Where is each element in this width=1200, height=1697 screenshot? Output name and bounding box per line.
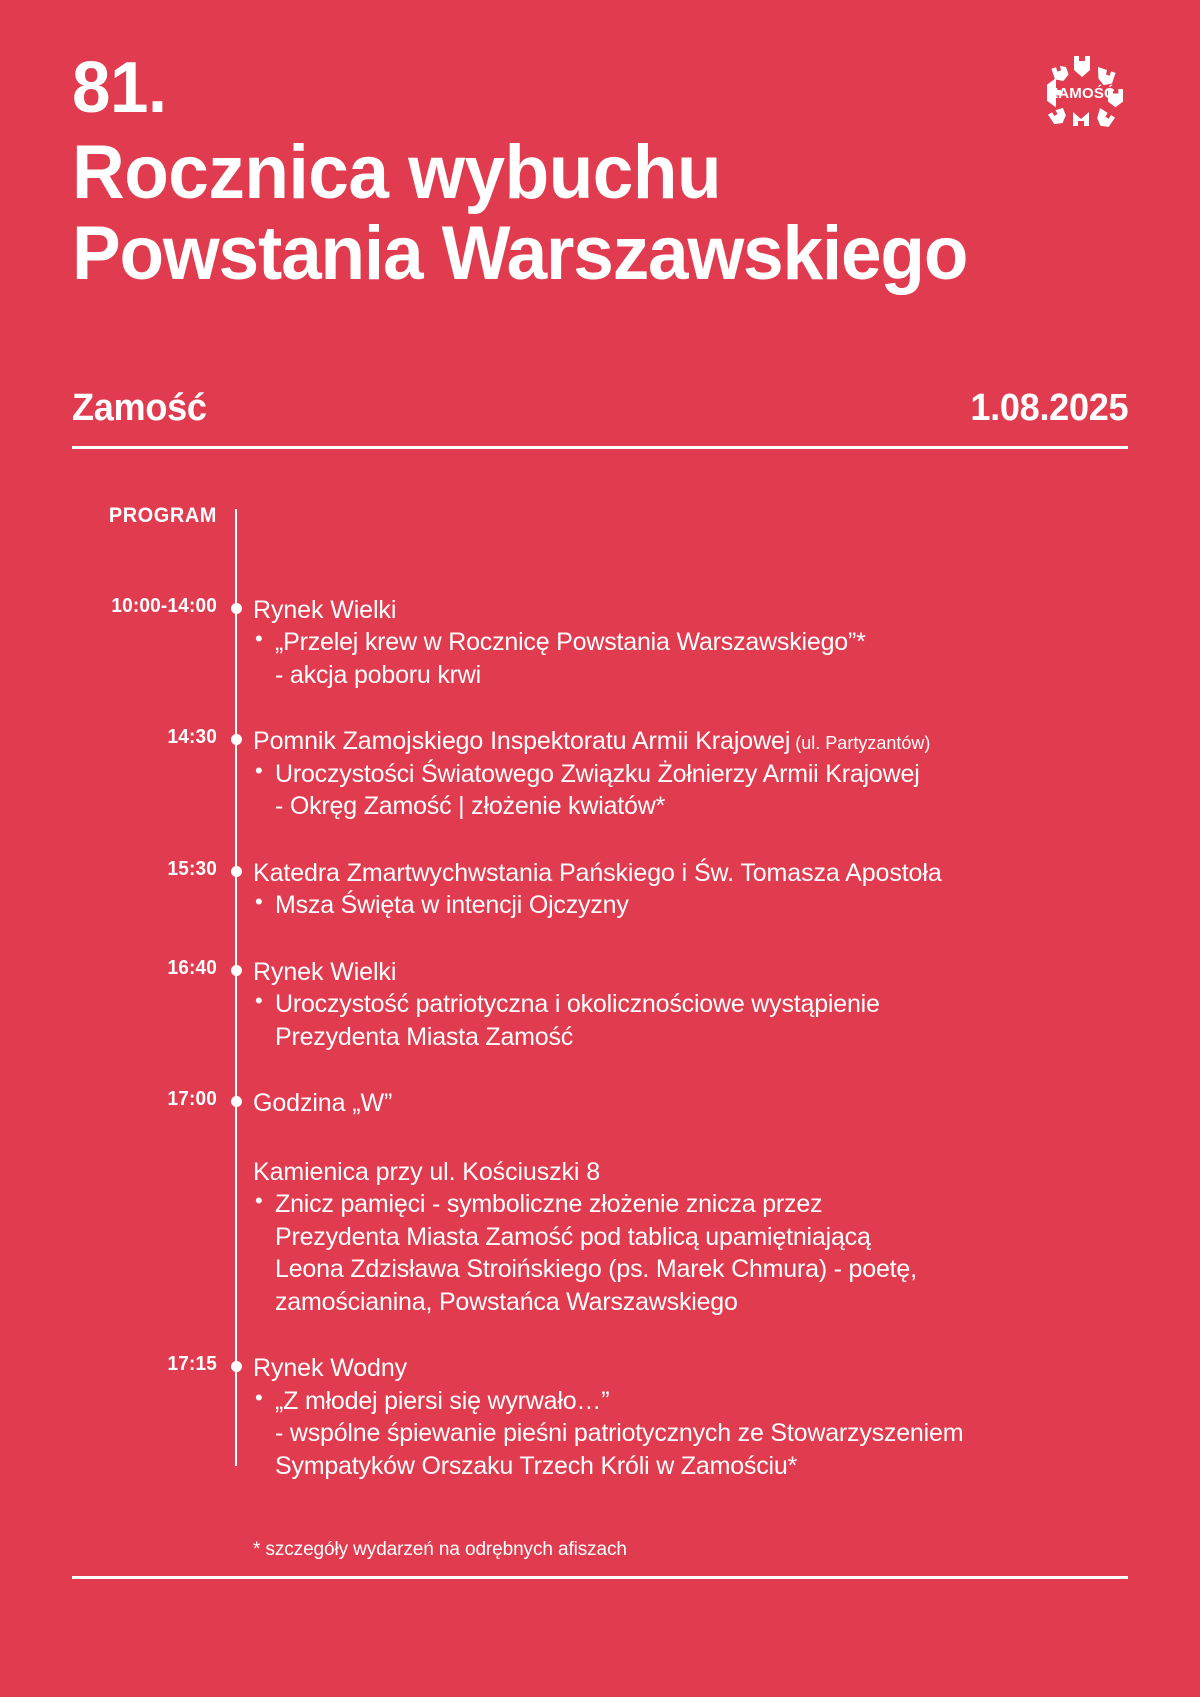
program-label: PROGRAM [108,503,217,527]
event-time: 16:40 [167,956,217,979]
zamosc-logo [1036,50,1128,136]
event-place: Rynek Wodny [253,1354,408,1383]
event-bullet-list [253,758,1128,823]
event-place: Rynek Wielki [253,595,397,624]
event-place: Godzina „W” [253,1089,393,1118]
list-item: • Uroczystości Światowego Związku Żołnierzy Armii Krajowej [253,758,1128,791]
event-bullet-list [253,1385,1128,1483]
event-time: 14:30 [167,726,217,749]
list-item: - Okręg Zamość | złożenie kwiatów* [275,792,666,821]
event-time: 17:00 [167,1088,217,1111]
event-body [253,725,1128,823]
list-item: • „Z młodej piersi się wyrwało…” [253,1385,1128,1418]
list-item: Prezydenta Miasta Zamość pod tablicą upamiętniającą [275,1222,871,1251]
event-bullet-list [253,626,1128,691]
event-time: 17:15 [167,1353,217,1376]
list-item: • Msza Święta w intencji Ojczyzny [253,889,1128,922]
timeline-dot-icon [231,603,242,614]
timeline-dot-icon [231,866,242,877]
city-label: Zamość [72,386,207,429]
program-heading-dot-slot [217,503,253,528]
poster-header [72,0,1128,295]
program-events [72,594,1128,1483]
header-divider [72,446,1128,449]
timeline-dot-icon [231,965,242,976]
timeline-dot-slot [217,725,253,823]
list-item: • „Przelej krew w Rocznicę Powstania Warszawskiego”* [253,626,1128,659]
event-time: 15:30 [167,857,217,880]
list-item: • Znicz pamięci - symboliczne złożenie znicza przez [253,1188,1128,1221]
timeline-dot-slot [217,1087,253,1318]
event-subblock [253,1156,1128,1319]
program-event-row [72,725,1128,823]
program-event-row [72,594,1128,692]
timeline-dot-icon [231,1096,242,1107]
timeline-dot-slot [217,857,253,922]
program-footnote: * szczegóły wydarzeń na odrębnych afiszach [253,1539,627,1561]
title-line-2: Powstania Warszawskiego [72,211,968,297]
list-item: - wspólne śpiewanie pieśni patriotycznych ze Stowarzyszeniem [275,1419,964,1448]
list-item: zamościanina, Powstańca Warszawskiego [275,1287,738,1316]
timeline-dot-slot [217,956,253,1054]
timeline-dot-slot [217,1352,253,1482]
list-item: • Uroczystość patriotyczna i okolicznościowe wystąpienie [253,988,1128,1021]
event-place: Katedra Zmartwychwstania Pańskiego i Św. Tomasza Apostoła [253,858,942,887]
subhead [72,387,1128,430]
program-event-row [72,1352,1128,1482]
event-body [253,956,1128,1054]
program-event-row [72,857,1128,922]
program-event-row [72,956,1128,1054]
program-section [72,503,1128,1563]
list-item: Prezydenta Miasta Zamość [275,1022,574,1051]
title-line-1: Rocznica wybuchu [72,130,722,215]
event-subblock-place: Kamienica przy ul. Kościuszki 8 [253,1157,601,1186]
timeline-dot-slot [217,594,253,692]
footnote-row [72,1482,1128,1563]
event-time: 10:00-14:00 [111,594,217,617]
event-bullet-list [253,988,1128,1053]
event-place-note: (ul. Partyzantów) [790,733,931,754]
list-item: Sympatyków Orszaku Trzech Króli w Zamościu* [275,1451,798,1480]
event-body [253,1352,1128,1482]
program-event-row [72,1087,1128,1318]
event-date: 1.08.2025 [969,386,1128,429]
list-item: - akcja poboru krwi [275,660,482,689]
anniversary-number: 81. [72,48,167,128]
event-body [253,857,1128,922]
timeline-dot-icon [231,734,242,745]
event-subblock-bullet-list [253,1188,1128,1318]
event-place: Rynek Wielki [253,957,397,986]
event-body [253,594,1128,692]
page-title [72,48,1086,297]
program-heading-row [72,503,1128,528]
event-body [253,1087,1128,1318]
logo-wordmark: ZAMOŚĆ [1048,85,1116,102]
event-place: Pomnik Zamojskiego Inspektoratu Armii Krajowej (ul. Partyzantów) [253,727,931,756]
footer-divider [72,1576,1128,1579]
list-item: Leona Zdzisława Stroińskiego (ps. Marek Chmura) - poetę, [275,1255,917,1284]
timeline-dot-icon [231,1361,242,1372]
event-bullet-list [253,889,1128,922]
